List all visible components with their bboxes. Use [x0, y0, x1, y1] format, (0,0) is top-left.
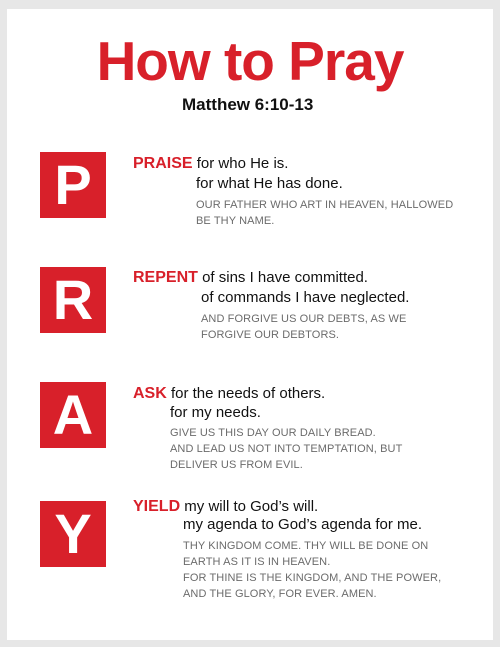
repent-line2: of commands I have neglected. — [201, 289, 410, 306]
verse-line: THY KINGDOM COME. THY WILL BE DONE ON — [183, 540, 429, 552]
letter-block-a: A — [40, 382, 106, 448]
yield-line1-text: my will to God’s will. — [180, 498, 319, 515]
praise-line2: for what He has done. — [196, 175, 343, 192]
verse-line: OUR FATHER WHO ART IN HEAVEN, HALLOWED — [196, 199, 454, 211]
yield-line2: my agenda to God’s agenda for me. — [183, 516, 423, 533]
verse-line: GIVE US THIS DAY OUR DAILY BREAD. — [170, 427, 376, 439]
yield-line1 — [133, 499, 318, 515]
repent-line1-text: of sins I have committed. — [197, 269, 368, 286]
praise-line1 — [133, 156, 288, 172]
repent-verse — [201, 311, 406, 343]
yield-keyword: YIELD — [133, 498, 181, 515]
verse-line: FOR THINE IS THE KINGDOM, AND THE POWER, — [183, 572, 442, 584]
repent-keyword: REPENT — [133, 269, 198, 286]
praise-keyword: PRAISE — [133, 155, 193, 172]
letter-block-p: P — [40, 152, 106, 218]
verse-line: AND LEAD US NOT INTO TEMPTATION, BUT — [170, 443, 403, 455]
ask-line1 — [133, 386, 325, 402]
verse-line: AND FORGIVE US OUR DEBTS, AS WE — [201, 313, 407, 325]
verse-line: DELIVER US FROM EVIL. — [170, 459, 303, 471]
praise-verse — [196, 197, 453, 229]
yield-verse — [183, 538, 441, 602]
verse-line: FORGIVE OUR DEBTORS. — [201, 329, 340, 341]
ask-verse — [170, 425, 402, 473]
ask-line2: for my needs. — [170, 404, 261, 421]
scripture-reference: Matthew 6:10-13 — [182, 95, 314, 114]
praise-line1-text: for who He is. — [192, 155, 289, 172]
ask-line1-text: for the needs of others. — [166, 385, 326, 402]
ask-keyword: ASK — [133, 385, 167, 402]
letter-block-r: R — [40, 267, 106, 333]
letter-block-y: Y — [40, 501, 106, 567]
repent-line1 — [133, 270, 368, 286]
page-title: How to Pray — [96, 30, 404, 92]
verse-line: BE THY NAME. — [196, 215, 275, 227]
verse-line: AND THE GLORY, FOR EVER. AMEN. — [183, 588, 377, 600]
verse-line: EARTH AS IT IS IN HEAVEN. — [183, 556, 331, 568]
